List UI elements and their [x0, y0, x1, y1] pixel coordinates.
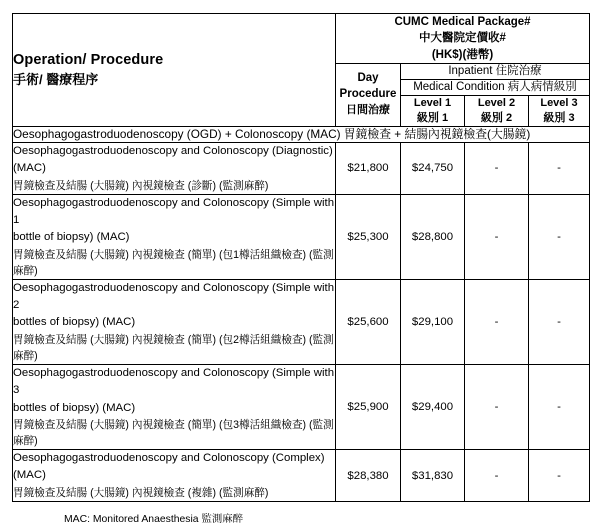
header-day-procedure-en-line2: Procedure: [339, 88, 397, 101]
level-3-price: -: [529, 450, 590, 502]
procedure-name-cell: [13, 279, 336, 364]
procedure-zh: 胃鏡檢查及結腸 (大腸鏡) 內視鏡檢查 (簡單) (包3樽活組織檢查) (監測麻醉): [13, 418, 334, 448]
level-3-price: -: [529, 279, 590, 364]
header-level-1-zh: 級別 1: [416, 111, 449, 124]
procedure-en-line1: Oesophagogastroduodenoscopy and Colonoscopy (Diagnostic): [13, 144, 333, 157]
header-level-2: [465, 95, 529, 126]
level-3-price: -: [529, 194, 590, 279]
header-package-line3: (HK$)(港幣): [431, 48, 494, 61]
day-procedure-price: $21,800: [336, 142, 401, 194]
header-operation-procedure: [13, 14, 336, 127]
procedure-zh: 胃鏡檢查及結腸 (大腸鏡) 內視鏡檢查 (診斷) (監測麻醉): [13, 179, 269, 192]
header-level-1-en: Level 1: [413, 96, 452, 109]
procedure-name-cell: [13, 194, 336, 279]
table-row: [13, 142, 590, 194]
header-package-line1: CUMC Medical Package#: [394, 16, 531, 28]
procedure-en-line2: bottles of biopsy) (MAC): [13, 316, 136, 329]
procedure-name-cell: [13, 364, 336, 449]
procedure-en-line2: (MAC): [13, 162, 46, 175]
header-medical-condition: Medical Condition 病人病情級別: [401, 79, 590, 95]
day-procedure-price: $28,380: [336, 450, 401, 502]
header-inpatient: Inpatient 住院治療: [401, 63, 590, 79]
medical-package-price-table: [12, 13, 590, 502]
section-title: Oesophagogastroduodenoscopy (OGD) + Colonoscopy (MAC) 胃鏡檢查 + 結腸內視鏡檢查(大腸鏡): [13, 126, 590, 142]
header-day-procedure: [336, 63, 401, 126]
table-row: [13, 450, 590, 502]
level-1-price: $31,830: [401, 450, 465, 502]
procedure-en-line1: Oesophagogastroduodenoscopy and Colonoscopy (Simple with 2: [13, 281, 335, 312]
day-procedure-price: $25,900: [336, 364, 401, 449]
table-row: [13, 279, 590, 364]
level-1-price: $29,100: [401, 279, 465, 364]
level-1-price: $28,800: [401, 194, 465, 279]
header-day-procedure-zh: 日間治療: [346, 104, 390, 117]
procedure-en-line1: Oesophagogastroduodenoscopy and Colonoscopy (Complex): [13, 452, 325, 465]
procedure-en-line2: (MAC): [13, 469, 46, 482]
header-operation-procedure-en: Operation/ Procedure: [13, 51, 164, 68]
procedure-zh: 胃鏡檢查及結腸 (大腸鏡) 內視鏡檢查 (複雜) (監測麻醉): [13, 486, 269, 499]
table-row: [13, 194, 590, 279]
procedure-name-cell: [13, 142, 336, 194]
procedure-en-line2: bottles of biopsy) (MAC): [13, 401, 136, 414]
header-level-3: [529, 95, 590, 126]
header-cumc-medical-package: [336, 14, 590, 64]
level-2-price: -: [465, 450, 529, 502]
level-3-price: -: [529, 364, 590, 449]
level-2-price: -: [465, 142, 529, 194]
level-1-price: $29,400: [401, 364, 465, 449]
header-level-3-en: Level 3: [540, 96, 578, 109]
level-2-price: -: [465, 364, 529, 449]
header-level-2-zh: 級別 2: [480, 111, 513, 124]
header-level-3-zh: 級別 3: [543, 111, 575, 124]
procedure-en-line2: bottle of biopsy) (MAC): [13, 231, 130, 244]
table-body: [13, 126, 590, 501]
procedure-zh: 胃鏡檢查及結腸 (大腸鏡) 內視鏡檢查 (簡單) (包1樽活組織檢查) (監測麻醉): [13, 248, 334, 277]
header-level-1: [401, 95, 465, 126]
table-header: [13, 14, 590, 127]
level-1-price: $24,750: [401, 142, 465, 194]
header-package-line2: 中大醫院定價收#: [419, 32, 506, 45]
procedure-en-line1: Oesophagogastroduodenoscopy and Colonoscopy (Simple with 3: [13, 366, 335, 397]
level-2-price: -: [465, 194, 529, 279]
level-3-price: -: [529, 142, 590, 194]
table-row: [13, 364, 590, 449]
header-level-2-en: Level 2: [477, 96, 516, 109]
procedure-en-line1: Oesophagogastroduodenoscopy and Colonoscopy (Simple with 1: [13, 196, 335, 226]
header-row-package: [13, 14, 590, 64]
level-2-price: -: [465, 279, 529, 364]
day-procedure-price: $25,300: [336, 194, 401, 279]
section-title-row: [13, 126, 590, 142]
footnote-mac-definition: MAC: Monitored Anaesthesia 監測麻醉: [64, 513, 244, 525]
procedure-name-cell: [13, 450, 336, 502]
header-operation-procedure-zh: 手術/ 醫療程序: [13, 71, 99, 87]
day-procedure-price: $25,600: [336, 279, 401, 364]
header-day-procedure-en-line1: Day: [357, 72, 379, 85]
procedure-zh: 胃鏡檢查及結腸 (大腸鏡) 內視鏡檢查 (簡單) (包2樽活組織檢查) (監測麻醉): [13, 333, 334, 362]
